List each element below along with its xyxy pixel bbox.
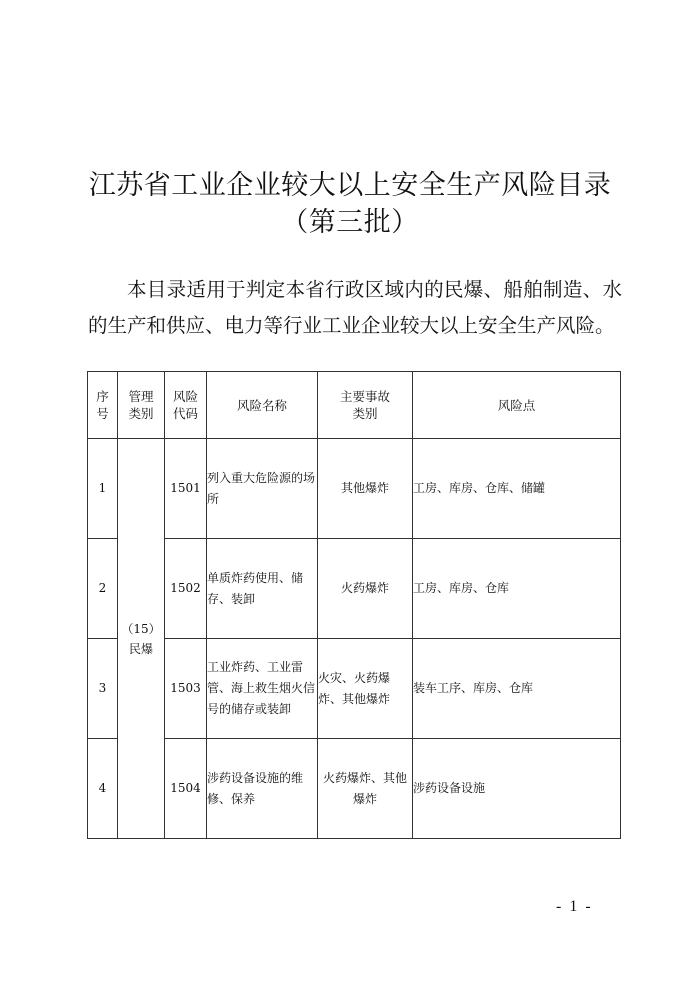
header-seq: 序 号 [88,372,118,439]
page-number: - 1 - [556,898,593,915]
cell-seq: 1 [88,439,118,539]
category-name: 民爆 [128,641,153,656]
cell-risk-points: 涉药设备设施 [413,739,621,839]
header-risk-points: 风险点 [413,372,621,439]
intro-paragraph: 本目录适用于判定本省行政区域内的民爆、船舶制造、水的生产和供应、电力等行业工业企业较大以上安全生产风险。 [88,278,622,337]
cell-risk-name: 单质炸药使用、储存、装卸 [207,539,318,639]
table-row [88,539,621,639]
cell-code: 1501 [165,439,207,539]
cell-risk-points: 装车工序、库房、仓库 [413,639,621,739]
cell-risk-points: 工房、库房、仓库 [413,539,621,639]
cell-code: 1503 [165,639,207,739]
header-accident-type: 主要事故 类别 [318,372,413,439]
table-header-row [88,372,621,439]
cell-seq: 3 [88,639,118,739]
cell-accident-type: 火灾、火药爆炸、其他爆炸 [318,639,413,739]
document-title: 江苏省工业企业较大以上安全生产风险目录 [88,170,612,201]
cell-risk-name: 列入重大危险源的场所 [207,439,318,539]
cell-category [118,439,165,839]
risk-table [87,371,621,839]
cell-accident-type: 其他爆炸 [318,439,413,539]
cell-accident-type: 火药爆炸、其他爆炸 [318,739,413,839]
table-row [88,639,621,739]
cell-risk-points: 工房、库房、仓库、储罐 [413,439,621,539]
cell-code: 1502 [165,539,207,639]
header-code: 风险 代码 [165,372,207,439]
cell-accident-type: 火药爆炸 [318,539,413,639]
header-category: 管理 类别 [118,372,165,439]
document-subtitle: （第三批） [281,207,419,238]
cell-code: 1504 [165,739,207,839]
category-code: （15） [121,621,161,636]
cell-risk-name: 涉药设备设施的维修、保养 [207,739,318,839]
cell-seq: 4 [88,739,118,839]
cell-risk-name: 工业炸药、工业雷管、海上救生烟火信号的储存或装卸 [207,639,318,739]
table-row [88,439,621,539]
header-risk-name: 风险名称 [207,372,318,439]
cell-seq: 2 [88,539,118,639]
table-row [88,739,621,839]
